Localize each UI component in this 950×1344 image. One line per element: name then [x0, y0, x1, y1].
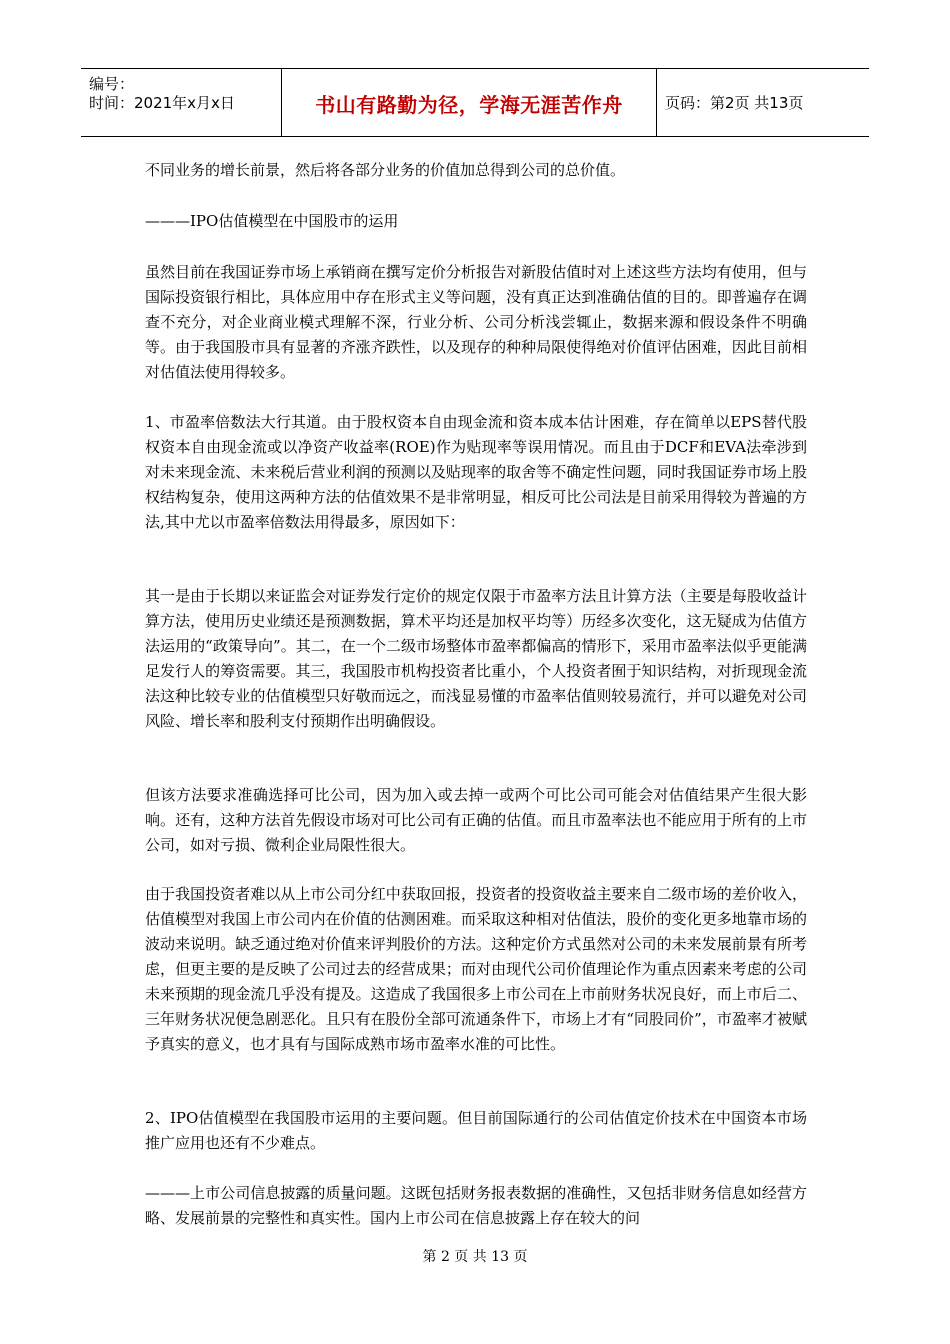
paragraph-8: 2、IPO估值模型在我国股市运用的主要问题。但目前国际通行的公司估值定价技术在中国资本市场推广应用也还有不少难点。 [145, 1109, 807, 1152]
header-info-cell [81, 69, 282, 136]
page-header [81, 68, 869, 137]
header-page-number: 页码：第2页 共13页 [665, 94, 804, 112]
paragraph-4: 1、市盈率倍数法大行其道。由于股权资本自由现金流和资本成本估计困难，存在简单以EPS替代股权资本自由现金流或以净资产收益率(ROE)作为贴现率等误用情况。而且由于DCF和EVA法牵涉到对未来现金流、未来税后营业利润的预测以及贴现率的取舍等不确定性问题，同时我国证券市场上股权结构复杂，使用这两种方法的估值效果不是非常明显，相反可比公司法是目前采用得较为普遍的方法,其中尤以市盈率倍数法用得最多，原因如下： [145, 413, 807, 531]
header-motto-cell [282, 69, 657, 136]
document-number-label: 编号： [89, 75, 135, 93]
document-date: 时间：2021年x月x日 [89, 94, 235, 112]
section-heading: ———IPO估值模型在中国股市的运用 [145, 212, 399, 230]
header-page-cell [657, 69, 869, 136]
paragraph-5: 其一是由于长期以来证监会对证券发行定价的规定仅限于市盈率方法且计算方法（主要是每股收益计算方法，使用历史业绩还是预测数据，算术平均还是加权平均等）历经多次变化，这无疑成为估值方法运用的“政策导向”。其二，在一个二级市场整体市盈率都偏高的情形下，采用市盈率法似乎更能满足发行人的筹资需要。其三，我国股市机构投资者比重小，个人投资者囿于知识结构，对折现现金流法这种比较专业的估值模型只好敬而远之，而浅显易懂的市盈率估值则较易流行，并可以避免对公司风险、增长率和股利支付预期作出明确假设。 [145, 587, 807, 730]
paragraph-3: 虽然目前在我国证券市场上承销商在撰写定价分析报告对新股估值时对上述这些方法均有使用，但与国际投资银行相比，具体应用中存在形式主义等问题，没有真正达到准确估值的目的。即普遍存在调查不充分，对企业商业模式理解不深，行业分析、公司分析浅尝辄止，数据来源和假设条件不明确等。由于我国股市具有显著的齐涨齐跌性，以及现存的种种局限使得绝对价值评估困难，因此目前相对估值法使用得较多。 [145, 263, 807, 381]
paragraph-7: 由于我国投资者难以从上市公司分红中获取回报，投资者的投资收益主要来自二级市场的差价收入，估值模型对我国上市公司内在价值的估测困难。而采取这种相对估值法，股价的变化更多地靠市场的波动来说明。缺乏通过绝对价值来评判股价的方法。这种定价方式虽然对公司的未来发展前景有所考虑，但更主要的是反映了公司过去的经营成果；而对由现代公司价值理论作为重点因素来考虑的公司未来预期的现金流几乎没有提及。这造成了我国很多上市公司在上市前财务状况良好，而上市后二、三年财务状况便急剧恶化。且只有在股份全部可流通条件下，市场上才有“同股同价”，市盈率才被赋予真实的意义，也才具有与国际成熟市场市盈率水准的可比性。 [145, 885, 807, 1053]
paragraph-1: 不同业务的增长前景，然后将各部分业务的价值加总得到公司的总价值。 [145, 161, 626, 179]
paragraph-9: ———上市公司信息披露的质量问题。这既包括财务报表数据的准确性，又包括非财务信息如经营方略、发展前景的完整性和真实性。国内上市公司在信息披露上存在较大的问 [145, 1184, 807, 1227]
paragraph-6: 但该方法要求准确选择可比公司，因为加入或去掉一或两个可比公司可能会对估值结果产生很大影响。还有，这种方法首先假设市场对可比公司有正确的估值。而且市盈率法也不能应用于所有的上市公司，如对亏损、微利企业局限性很大。 [145, 786, 807, 854]
page-footer: 第 2 页 共 13 页 [422, 1249, 528, 1265]
header-motto: 书山有路勤为径，学海无涯苦作舟 [315, 93, 623, 117]
